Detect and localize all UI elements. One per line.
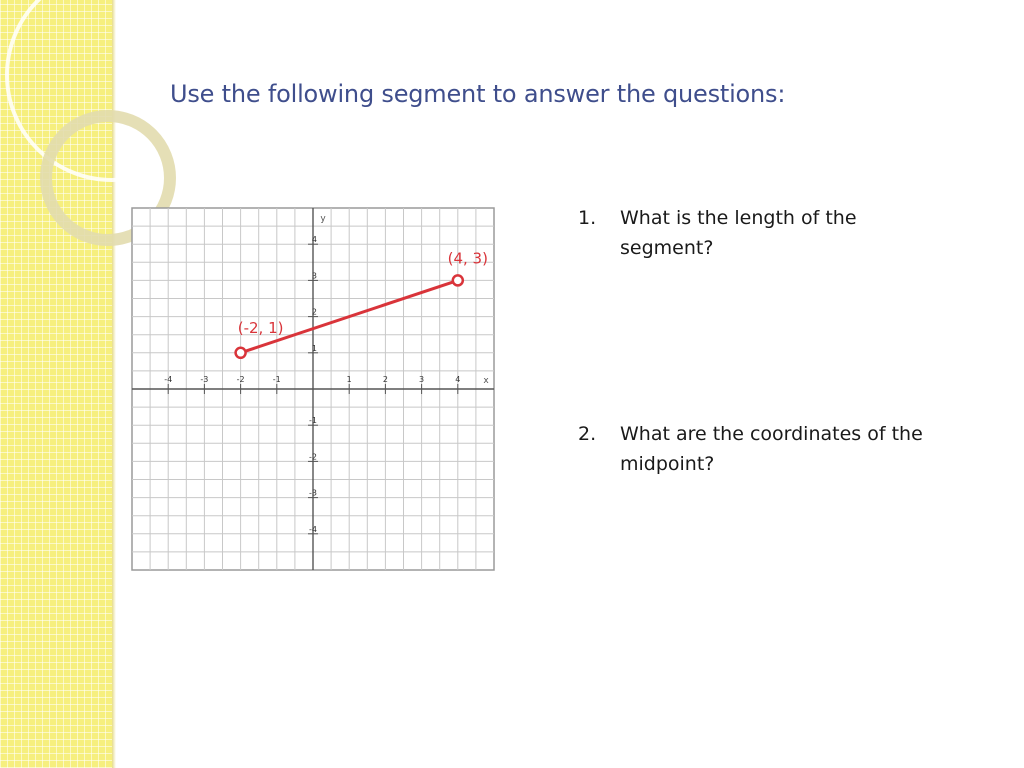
question-number: 2. [578,423,597,445]
x-tick-label: 4 [455,375,461,384]
y-tick-label: -4 [309,524,317,534]
x-tick-label: -3 [200,375,209,384]
coordinate-plane [130,206,496,572]
y-tick-label: 4 [311,235,317,245]
y-tick-label: -2 [309,452,317,462]
question-number: 1. [578,207,597,229]
x-tick-label: -4 [164,375,173,384]
endpoint-b-label: (4, 3) [447,249,488,268]
y-tick-label: 2 [311,307,317,317]
endpoint-a [236,348,246,358]
x-tick-label: 2 [382,375,388,384]
x-tick-label: 1 [346,375,352,384]
question-item [578,419,938,479]
y-tick-label: 3 [311,271,317,281]
x-axis-label: x [483,376,489,386]
y-axis-label: y [320,214,326,224]
x-tick-label: -2 [236,375,245,384]
slide-title: Use the following segment to answer the questions: [170,80,786,108]
y-tick-label: -1 [309,416,317,426]
y-tick-label: -3 [309,488,317,498]
question-text: What are the coordinates of the midpoint? [620,423,923,475]
question-item [578,203,938,263]
coordinate-graph [130,206,496,576]
endpoint-a-label: (-2, 1) [237,318,284,337]
endpoint-b [453,275,463,285]
y-tick-label: 1 [311,343,317,353]
question-text: What is the length of the segment? [620,207,857,259]
x-tick-label: -1 [272,375,281,384]
x-tick-label: 3 [419,375,425,384]
